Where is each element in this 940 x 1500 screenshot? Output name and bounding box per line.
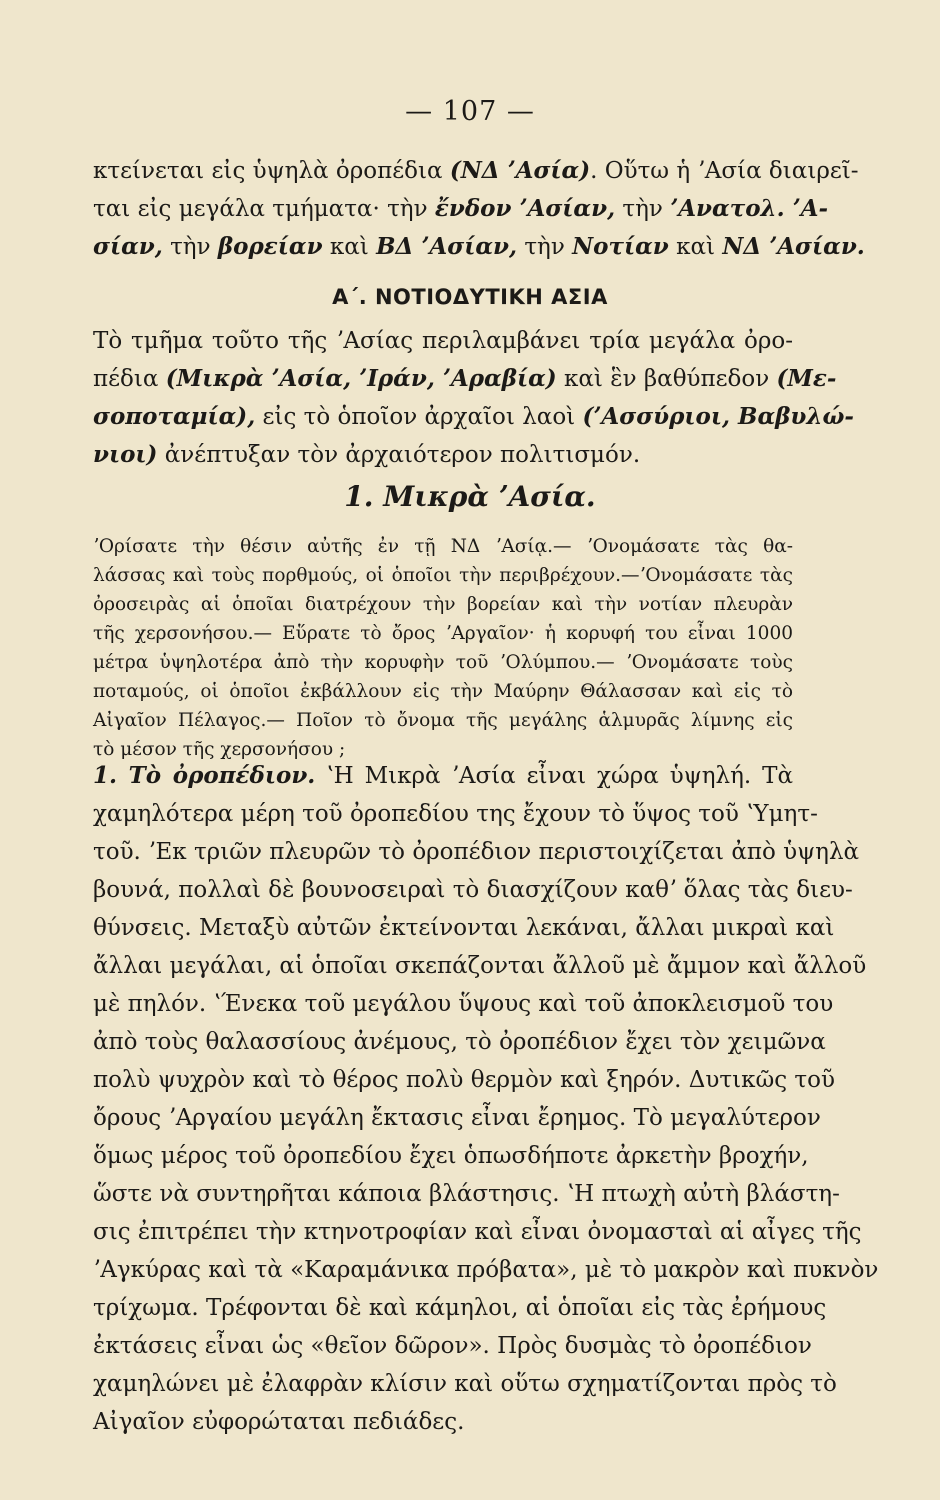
text-line [93,152,859,190]
text-run: ΒΔ ʼΑσίαν, [376,233,518,260]
text-run: καὶ [322,234,377,260]
text-line [93,228,865,266]
text-line: τοῦ. ʼΕκ τριῶν πλευρῶν τὸ ὀροπέδιον περιστοιχίζεται ἀπὸ ὑψηλὰ [93,839,860,865]
text-run: (ΝΔ ʼΑσία) [449,157,591,184]
text-line: ʼΑγκύρας καὶ τὰ «Καραμάνικα πρόβατα», μὲ τὸ μακρὸν καὶ πυκνὸν [93,1257,879,1283]
text-line: σις ἐπιτρέπει τὴν κτηνοτροφίαν καὶ εἶναι ὀνομασταὶ αἱ αἶγες τῆς [93,1219,862,1245]
text-run: τὴν [162,234,218,260]
text-line [93,190,829,228]
text-line: ὅμως μέρος τοῦ ὀροπεδίου ἔχει ὁπωσδήποτε ἀρκετὴν βροχήν, [93,1143,809,1169]
text-line [93,757,793,795]
text-line: βουνά, πολλαὶ δὲ βουνοσειραὶ τὸ διασχίζουν καθʼ ὅλας τὰς διευ- [93,877,853,903]
text-line: ἐκτάσεις εἶναι ὡς «θεῖον δῶρον». Πρὸς δυσμὰς τὸ ὀροπέδιον [93,1333,812,1359]
text-run: καὶ [668,234,723,260]
text-run: . Οὕτω ἡ ʼΑσία διαιρεῖ- [590,158,859,184]
text-line: μέτρα ὑψηλοτέρα ἀπὸ τὴν κορυφὴν τοῦ ʼΟλύμπου.— ʼΟνομάσατε τοὺς [93,652,793,673]
subsection-title: 1. Μικρὰ ʼΑσία. [344,480,596,513]
paragraph-title: 1. Τὸ ὀροπέδιον. [93,762,316,789]
text-line: ποταμούς, οἱ ὁποῖοι ἐκβάλλουν εἰς τὴν Μαύρην Θάλασσαν καὶ εἰς τὸ [93,681,793,702]
text-line: Αἰγαῖον Πέλαγος.— Ποῖον τὸ ὄνομα τῆς μεγάλης ἁλμυρᾶς λίμνης εἰς [93,710,793,731]
text-line [93,436,793,474]
text-line: μὲ πηλόν. ʽΈνεκα τοῦ μεγάλου ὕψους καὶ τοῦ ἀποκλεισμοῦ του [93,991,834,1017]
text-run: (Με- [776,365,837,392]
text-run: Τὸ τμῆμα τοῦτο τῆς ʼΑσίας περιλαμβάνει τρία μεγάλα ὀρο- [93,328,793,354]
section-heading: Α΄. ΝΟΤΙΟΔΥΤΙΚΗ ΑΣΙΑ [332,285,608,309]
text-run: τὴν [615,196,671,222]
text-run: κτείνεται εἰς ὑψηλὰ ὀροπέδια [93,158,450,184]
text-line: χαμηλώνει μὲ ἐλαφρὰν κλίσιν καὶ οὕτω σχηματίζονται πρὸς τὸ [93,1371,837,1397]
text-run: τὴν [517,234,573,260]
text-run: (ʼΑσσύριοι, Βαβυλώ- [582,403,854,430]
text-run: σίαν, [93,233,163,260]
intro-paragraph [93,152,865,266]
text-line: λάσσας καὶ τοὺς πορθμούς, οἱ ὁποῖοι τὴν περιβρέχουν.—ʼΟνομάσατε τὰς [93,565,793,586]
text-line: ὄρους ʼΑργαίου μεγάλη ἔκτασις εἶναι ἔρημος. Τὸ μεγαλύτερον [93,1105,821,1131]
text-run: (Μικρὰ ʼΑσία, ʼΙράν, ʼΑραβία) [165,365,557,392]
text-run: Νοτίαν [572,233,669,260]
text-line [93,398,854,436]
plateau-paragraph [93,757,879,1441]
text-run: νιοι) [93,441,158,468]
text-line: ʼΟρίσατε τὴν θέσιν αὐτῆς ἐν τῇ ΝΔ ʼΑσίᾳ.— ʼΟνομάσατε τὰς θα- [93,536,793,557]
questions-paragraph [93,532,793,764]
section-paragraph [93,322,854,474]
text-line: χαμηλότερα μέρη τοῦ ὀροπεδίου της ἔχουν τὸ ὕψος τοῦ ʽΥμητ- [93,801,818,827]
text-run: ἔνδον ʼΑσίαν, [434,195,616,222]
text-run: πέδια [93,366,166,392]
text-run: ται εἰς μεγάλα τμήματα· τὴν [93,196,435,222]
text-line [93,322,793,360]
text-line: Αἰγαῖον εὐφορώταται πεδιάδες. [93,1409,465,1435]
text-line: τῆς χερσονήσου.— Εὕρατε τὸ ὄρος ʼΑργαῖον· ἡ κορυφή του εἶναι 1000 [93,623,793,644]
text-line: θύνσεις. Μεταξὺ αὐτῶν ἐκτείνονται λεκάναι, ἄλλαι μικραὶ καὶ [93,915,835,941]
text-run: ἀνέπτυξαν τὸν ἀρχαιότερον πολιτισμόν. [157,442,641,468]
text-line: ὥστε νὰ συντηρῆται κάποια βλάστησις. ʽΗ πτωχὴ αὐτὴ βλάστη- [93,1181,840,1207]
text-run: καὶ ἓν βαθύπεδον [556,366,777,392]
text-run: εἰς τὸ ὁποῖον ἀρχαῖοι λαοὶ [255,404,583,430]
text-line: τὸ μέσον τῆς χερσονήσου ; [93,739,346,760]
page-number: — 107 — [405,96,535,127]
text-run: ʼΑνατολ. ʼΑ- [670,195,829,222]
text-line: τρίχωμα. Τρέφονται δὲ καὶ κάμηλοι, αἱ ὁποῖαι εἰς τὰς ἐρήμους [93,1295,827,1321]
text-line: ὀροσειρὰς αἱ ὁποῖαι διατρέχουν τὴν βορείαν καὶ τὴν νοτίαν πλευρὰν [93,594,793,615]
text-run: σοποταμία), [93,403,256,430]
text-run: βορείαν [217,233,323,260]
text-line [93,360,837,398]
text-line: ἀπὸ τοὺς θαλασσίους ἀνέμους, τὸ ὀροπέδιον ἔχει τὸν χειμῶνα [93,1029,826,1055]
text-line: πολὺ ψυχρὸν καὶ τὸ θέρος πολὺ θερμὸν καὶ ξηρόν. Δυτικῶς τοῦ [93,1067,835,1093]
text-run: ΝΔ ʼΑσίαν. [722,233,865,260]
text-line: ἄλλαι μεγάλαι, αἱ ὁποῖαι σκεπάζονται ἄλλοῦ μὲ ἄμμον καὶ ἄλλοῦ [93,953,867,979]
text-run: ʽΗ Μικρὰ ʼΑσία εἶναι χώρα ὑψηλή. Τὰ [315,763,794,789]
